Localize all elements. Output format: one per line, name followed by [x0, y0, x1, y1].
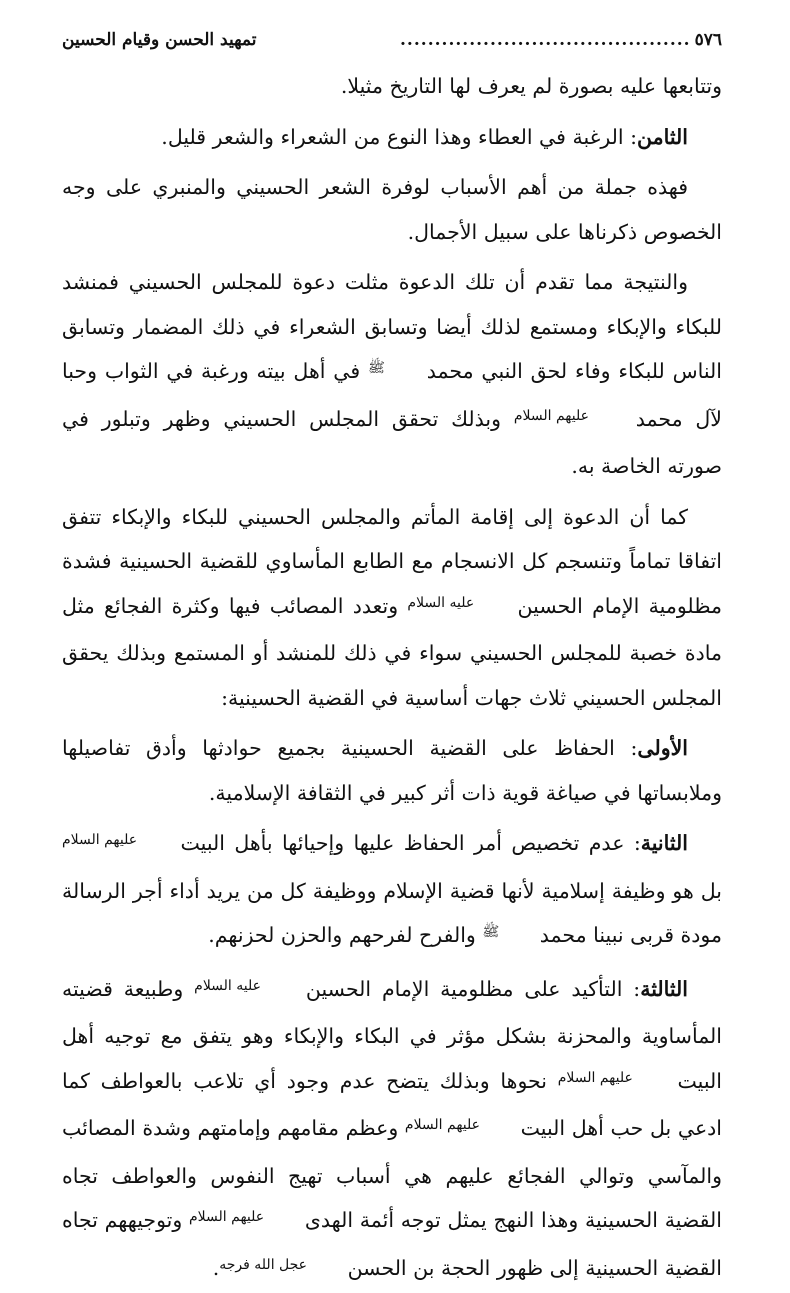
honorific: عليه السلام — [194, 964, 295, 1009]
paragraph — [62, 260, 722, 489]
paragraph — [62, 967, 722, 1293]
paragraph — [62, 495, 722, 721]
page-number: ٥٧٦ — [695, 30, 722, 50]
text-run: وعظم مقامهم وإمامتهم وشدة المصائب والمآسي وتوالي الفجائع عليهم هي أسباب تهيج النفوس والعواطف تجاه القضية الحسينية وهذا النهج يمثل توجه أئمة الهدى — [62, 1116, 722, 1232]
running-header — [62, 30, 722, 60]
honorific: ﷺ — [368, 346, 419, 391]
text-run: : الرغبة في العطاء وهذا النوع من الشعراء والشعر قليل. — [161, 125, 637, 149]
honorific: عليهم السلام — [189, 1195, 298, 1240]
text-run: : التأكيد على مظلومية الإمام الحسين — [295, 977, 640, 1001]
paragraph — [62, 64, 722, 109]
text-run: وتوجيههم تجاه القضية الحسينية إلى ظهور الحجة بن الحسن — [62, 1208, 722, 1280]
honorific: عليهم السلام — [514, 394, 623, 439]
section-term: الثالثة — [640, 977, 688, 1001]
paragraph — [62, 821, 722, 961]
section-term: الأولى — [637, 736, 688, 760]
text-run: : الحفاظ على القضية الحسينية بجميع حوادثها وأدق تفاصيلها وملابساتها في صياغة قوية ذات أثر كبير في الثقافة الإسلامية. — [62, 736, 722, 805]
running-title: تمهيد الحسن وقيام الحسين — [62, 30, 256, 50]
honorific: عجل الله فرجه — [219, 1243, 341, 1288]
text-run: والنتيجة مما تقدم أن تلك الدعوة مثلت دعوة للمجلس الحسيني فمنشد للبكاء والإبكاء ومستمع لذلك أيضا وتسابق الشعراء في ذلك المضمار وتسابق الناس للبكاء وفاء لحق النبي محمد — [62, 270, 722, 383]
body-text — [62, 64, 722, 1293]
text-run: وتعدد المصائب فيها وكثرة الفجائع مثل مادة خصبة للمجلس الحسيني سواء في ذلك للمنشد أو المستمع وبذلك يحقق المجلس الحسيني ثلاث جهات أساسية في القضية الحسينية: — [62, 594, 722, 710]
section-term: الثانية — [641, 831, 688, 855]
honorific: عليهم السلام — [558, 1056, 667, 1101]
text-run: وتتابعها عليه بصورة لم يعرف لها التاريخ مثيلا. — [341, 74, 722, 98]
text-run: في أهل بيته ورغبة في الثواب وحبا لآل محمد — [62, 359, 722, 431]
text-run: فهذه جملة من أهم الأسباب لوفرة الشعر الحسيني والمنبري على وجه الخصوص ذكرناها على سبيل الأجمال. — [62, 175, 722, 244]
honorific: عليهم السلام — [405, 1103, 514, 1148]
header-leader-dots: .......................................... — [260, 30, 690, 50]
honorific: عليه السلام — [407, 581, 508, 626]
text-run: نحوها وبذلك يتضح عدم وجود أي تلاعب بالعواطف كما ادعي بل حب أهل البيت — [62, 1069, 722, 1141]
text-run: كما أن الدعوة إلى إقامة المأتم والمجلس الحسيني للبكاء والإبكاء تتفق اتفاقا تماماً وتنسجم كل الانسجام مع الطابع المأساوي للقضية الحسينية فشدة مظلومية الإمام الحسين — [62, 505, 722, 618]
text-run: والفرح لفرحهم والحزن لحزنهم. — [208, 923, 482, 947]
honorific: عليهم السلام — [62, 818, 171, 863]
paragraph — [62, 726, 722, 815]
honorific: ﷺ — [482, 910, 533, 955]
paragraph — [62, 165, 722, 254]
section-term: الثامن — [637, 125, 688, 149]
paragraph — [62, 115, 722, 160]
text-run: : عدم تخصيص أمر الحفاظ عليها وإحيائها بأهل البيت — [171, 831, 641, 855]
text-run: وبذلك تحقق المجلس الحسيني وظهر وتبلور في صورته الخاصة به. — [62, 407, 722, 479]
text-run: بل هو وظيفة إسلامية لأنها قضية الإسلام ووظيفة كل من يريد أداء أجر الرسالة مودة قربى نبينا محمد — [62, 879, 722, 948]
text-run: وطبيعة قضيته المأساوية والمحزنة بشكل مؤثر في البكاء والإبكاء وهو يتفق مع توجيه أهل البيت — [62, 977, 722, 1093]
text-run: . — [213, 1256, 220, 1280]
